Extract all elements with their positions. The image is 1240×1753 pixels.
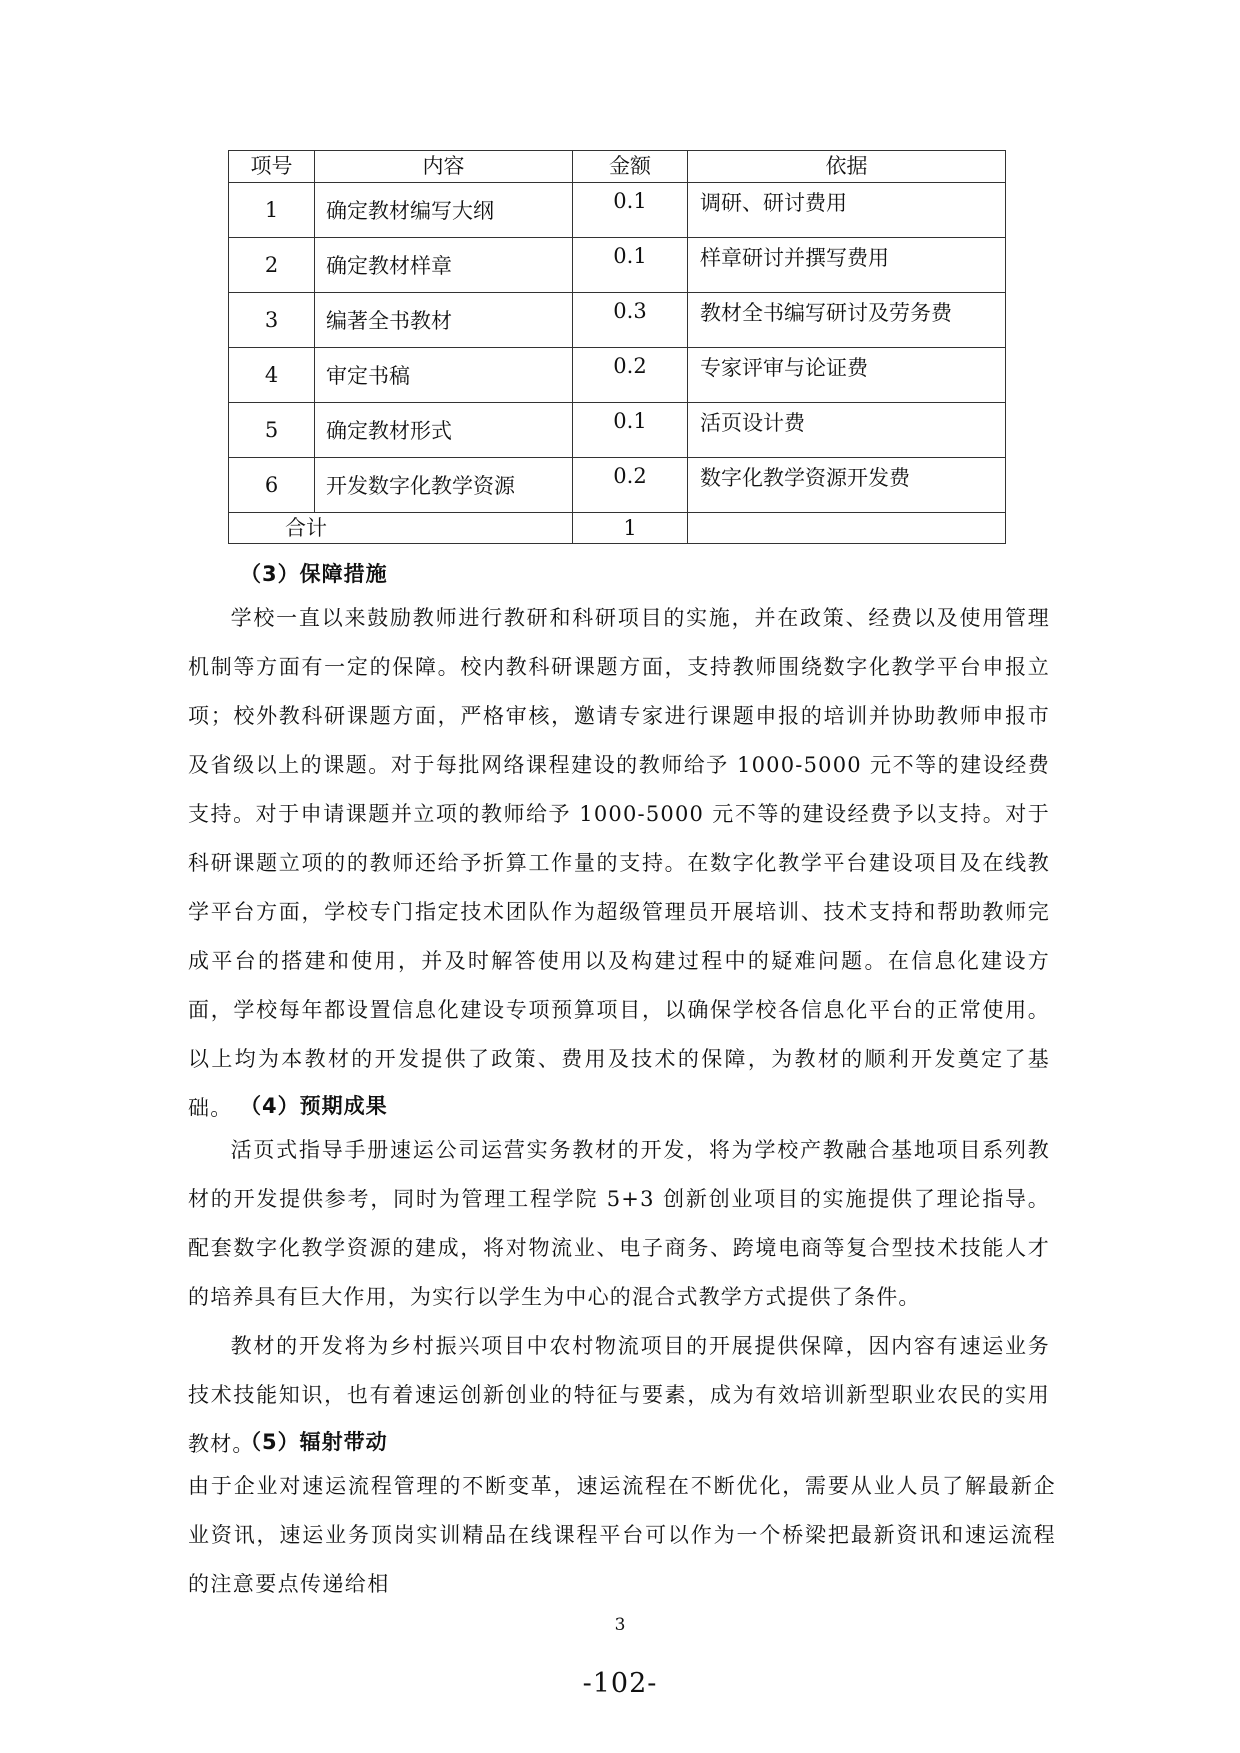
row-basis: 教材全书编写研讨及劳务费 — [688, 293, 1006, 348]
section-heading-guarantee: （3）保障措施 — [240, 562, 388, 586]
row-no: 2 — [229, 238, 315, 293]
header-cell-amount: 金额 — [573, 151, 688, 183]
total-amount: 1 — [573, 513, 688, 544]
row-content: 审定书稿 — [315, 348, 573, 403]
row-content: 确定教材编写大纲 — [315, 183, 573, 238]
table-header-row — [229, 151, 1006, 183]
paragraph-radiation: 由于企业对速运流程管理的不断变革，速运流程在不断优化，需要从业人员了解最新企业资讯，速运业务顶岗实训精品在线课程平台可以作为一个桥梁把最新资讯和速运流程的注意要点传递给相 — [188, 1474, 1056, 1596]
row-basis: 样章研讨并撰写费用 — [688, 238, 1006, 293]
header-cell-no: 项号 — [229, 151, 315, 183]
table-row — [229, 183, 1006, 238]
page-number: 3 — [614, 1615, 626, 1635]
header-cell-content: 内容 — [315, 151, 573, 183]
table-row — [229, 293, 1006, 348]
total-basis — [688, 513, 1006, 544]
table-row — [229, 403, 1006, 458]
row-content: 开发数字化教学资源 — [315, 458, 573, 513]
row-basis: 调研、研讨费用 — [688, 183, 1006, 238]
row-basis: 数字化教学资源开发费 — [688, 458, 1006, 513]
row-content: 编著全书教材 — [315, 293, 573, 348]
table-row — [229, 238, 1006, 293]
paragraph-guarantee: 学校一直以来鼓励教师进行教研和科研项目的实施，并在政策、经费以及使用管理机制等方面有一定的保障。校内教科研课题方面，支持教师围绕数字化教学平台申报立项；校外教科研课题方面，严格审核，邀请专家进行课题申报的培训并协助教师申报市及省级以上的课题。对于每批网络课程建设的教师给予 1000-5000 元不等的建设经费支持。对于申请课题并立项的教师给予 1000-5000 元不等的建设经费予以支持。对于科研课题立项的的教师还给予折算工作量的支持。在数字化教学平台建设项目及在线教学平台方面，学校专门指定技术团队作为超级管理员开展培训、技术支持和帮助教师完成平台的搭建和使用，并及时解答使用以及构建过程中的疑难问题。在信息化建设方面，学校每年都设置信息化建设专项预算项目，以确保学校各信息化平台的正常使用。以上均为本教材的开发提供了政策、费用及技术的保障，为教材的顺利开发奠定了基础。 — [188, 606, 1050, 1120]
row-content: 确定教材样章 — [315, 238, 573, 293]
row-no: 1 — [229, 183, 315, 238]
budget-table — [228, 150, 1006, 544]
row-basis: 专家评审与论证费 — [688, 348, 1006, 403]
row-amount: 0.1 — [573, 183, 688, 238]
row-basis: 活页设计费 — [688, 403, 1006, 458]
row-no: 6 — [229, 458, 315, 513]
row-amount: 0.1 — [573, 403, 688, 458]
row-amount: 0.1 — [573, 238, 688, 293]
total-label: 合计 — [229, 513, 573, 544]
row-amount: 0.3 — [573, 293, 688, 348]
row-no: 4 — [229, 348, 315, 403]
row-content: 确定教材形式 — [315, 403, 573, 458]
section-heading-radiation: （5）辐射带动 — [240, 1430, 388, 1454]
table-row — [229, 458, 1006, 513]
header-cell-basis: 依据 — [688, 151, 1006, 183]
row-no: 5 — [229, 403, 315, 458]
table-row — [229, 348, 1006, 403]
page-folio: -102- — [582, 1668, 658, 1699]
table-total-row — [229, 513, 1006, 544]
row-amount: 0.2 — [573, 348, 688, 403]
section-heading-expected-results: （4）预期成果 — [240, 1094, 388, 1118]
paragraph-expected-results-1: 活页式指导手册速运公司运营实务教材的开发，将为学校产教融合基地项目系列教材的开发提供参考，同时为管理工程学院 5+3 创新创业项目的实施提供了理论指导。配套数字化教学资源的建成，将对物流业、电子商务、跨境电商等复合型技术技能人才的培养具有巨大作用，为实行以学生为中心的混合式教学方式提供了条件。 — [188, 1138, 1050, 1309]
paragraph-expected-results-2: 教材的开发将为乡村振兴项目中农村物流项目的开展提供保障，因内容有速运业务技术技能知识，也有着速运创新创业的特征与要素，成为有效培训新型职业农民的实用教材。 — [188, 1334, 1050, 1456]
row-no: 3 — [229, 293, 315, 348]
row-amount: 0.2 — [573, 458, 688, 513]
